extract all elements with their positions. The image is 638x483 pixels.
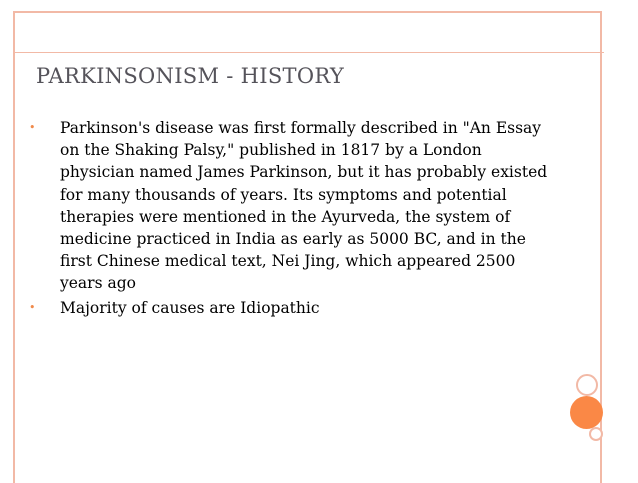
bullet-item [28, 297, 548, 319]
bullet-text: Majority of causes are Idiopathic [60, 298, 320, 317]
filled-orange-circle-icon [570, 396, 603, 429]
small-outline-circle-icon [589, 427, 603, 441]
bullet-icon: • [29, 121, 36, 134]
bullet-list [28, 117, 548, 321]
slide-title: PARKINSONISM - HISTORY [36, 64, 344, 88]
bullet-icon: • [29, 300, 36, 314]
title-divider [13, 52, 604, 53]
outline-circle-icon [576, 374, 598, 396]
bullet-text: Parkinson's disease was first formally described in "An Essay on the Shaking Palsy," published in 1817 by a London physician named James Parkinson, but it has probably existed for many thousands of years. Its symptoms and potential therapies were mentioned in the Ayurveda, the system of medicine practiced in India as early as 5000 BC, and in the first Chinese medical text, Nei Jing, which appeared 2500 years ago [60, 119, 548, 293]
bullet-item [28, 117, 548, 295]
